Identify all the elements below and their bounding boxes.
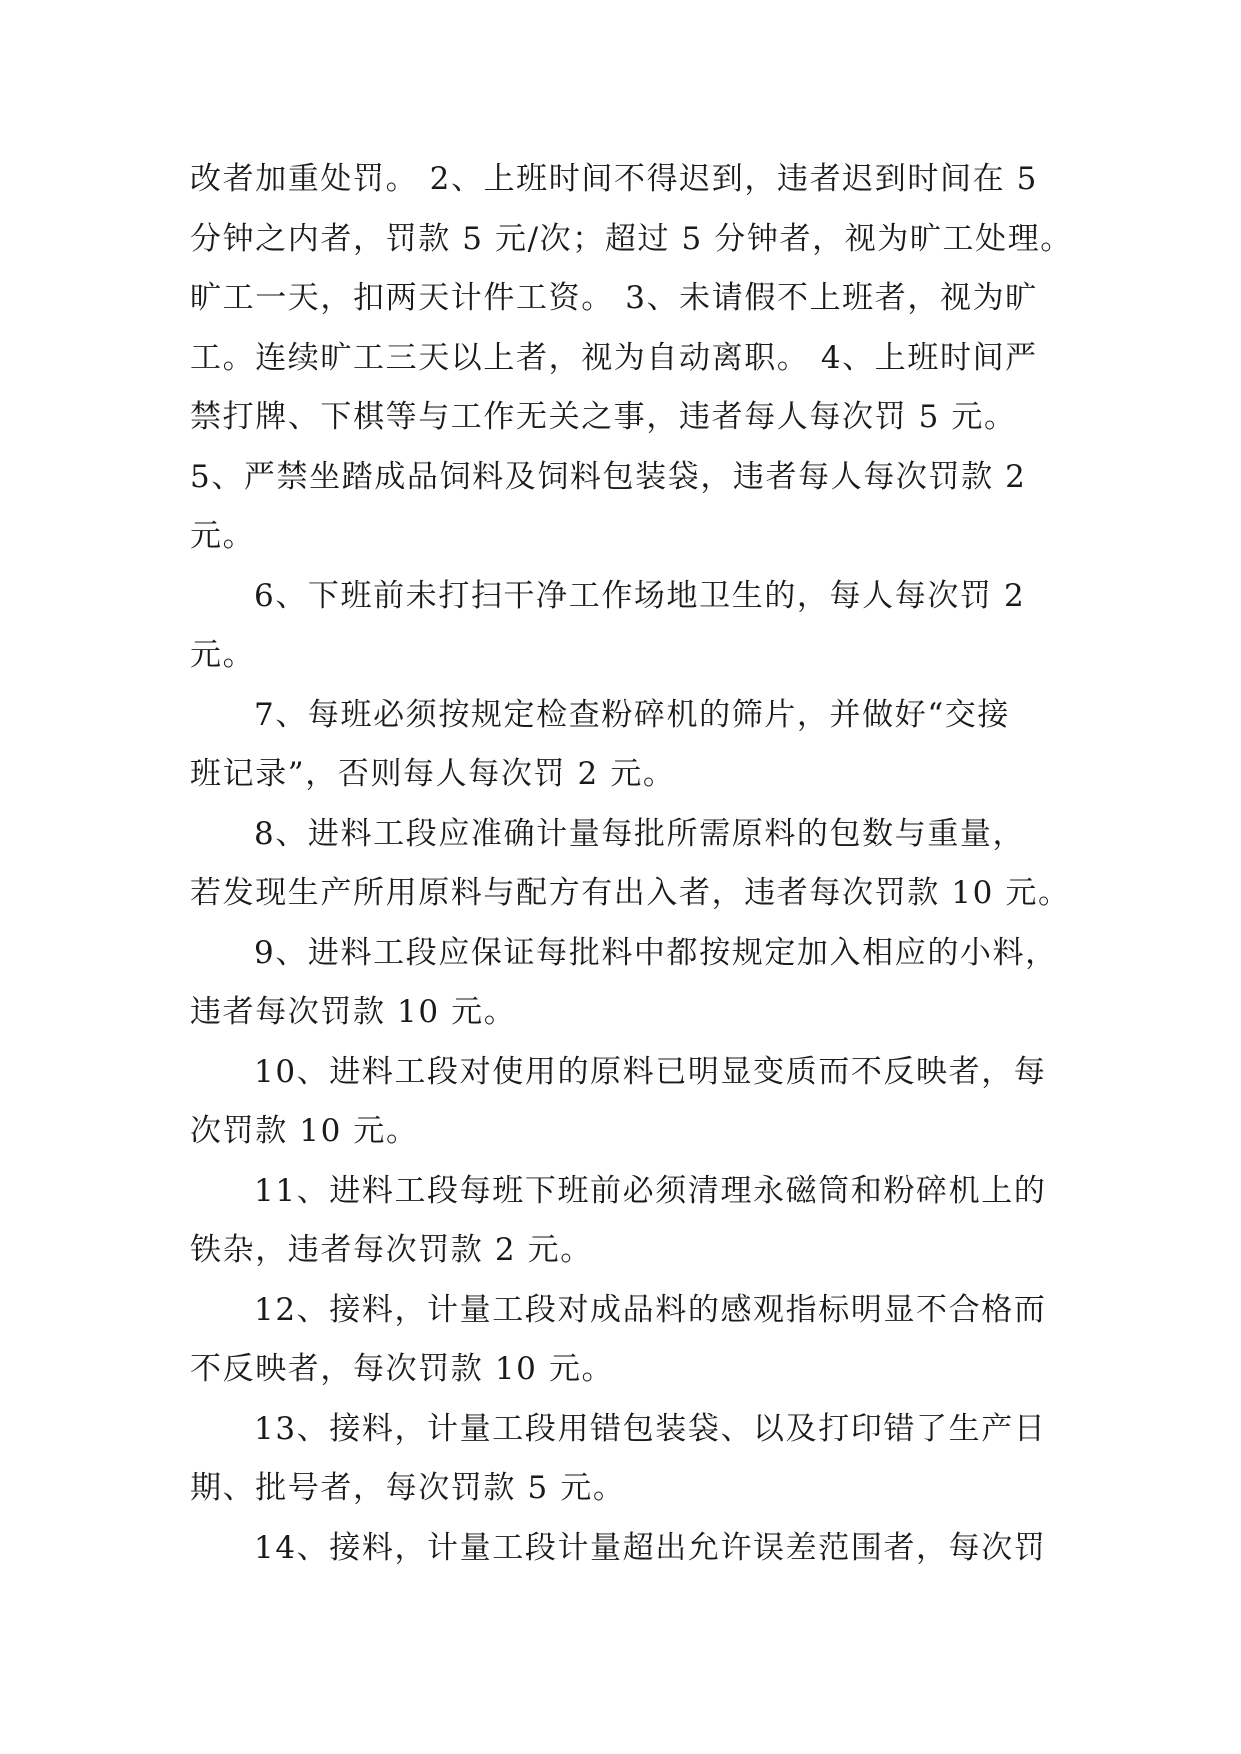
text-line: 工。连续旷工三天以上者，视为自动离职。 4、上班时间严 bbox=[190, 339, 1038, 376]
paragraph-rule-12 bbox=[190, 1281, 1050, 1400]
text-line: 旷工一天，扣两天计件工资。 3、未请假不上班者，视为旷 bbox=[190, 280, 1038, 316]
paragraph-rule-8 bbox=[190, 805, 1071, 924]
paragraph-rules-2-to-5 bbox=[190, 150, 1073, 567]
text-line: 班记录”，否则每人每次罚 2 元。 bbox=[190, 756, 676, 792]
text-line: 不反映者，每次罚款 10 元。 bbox=[190, 1351, 615, 1387]
text-line: 禁打牌、下棋等与工作无关之事，违者每人每次罚 5 元。 bbox=[190, 399, 1017, 435]
paragraph-rule-6 bbox=[190, 567, 1050, 686]
text-line: 若发现生产所用原料与配方有出入者，违者每次罚款 10 元。 bbox=[190, 875, 1071, 911]
text-line: 11、进料工段每班下班前必须清理永磁筒和粉碎机上的 bbox=[254, 1172, 1047, 1209]
text-line: 12、接料，计量工段对成品料的感观指标明显不合格而 bbox=[254, 1291, 1047, 1328]
text-line: 13、接料，计量工段用错包装袋、以及打印错了生产日 bbox=[254, 1410, 1047, 1447]
paragraph-rule-10 bbox=[190, 1043, 1050, 1162]
paragraph-rule-7 bbox=[190, 686, 1050, 805]
text-line: 铁杂，违者每次罚款 2 元。 bbox=[190, 1232, 593, 1268]
text-line: 10、进料工段对使用的原料已明显变质而不反映者，每 bbox=[254, 1053, 1047, 1090]
text-line: 5、严禁坐踏成品饲料及饲料包装袋，违者每人每次罚款 2 bbox=[190, 458, 1027, 495]
text-line: 期、批号者，每次罚款 5 元。 bbox=[190, 1470, 626, 1506]
text-line: 8、进料工段应准确计量每批所需原料的包数与重量， bbox=[254, 815, 1026, 852]
text-line: 次罚款 10 元。 bbox=[190, 1113, 419, 1149]
document-body bbox=[190, 150, 1073, 1578]
paragraph-rule-11 bbox=[190, 1162, 1050, 1281]
text-line: 改者加重处罚。 2、上班时间不得迟到，违者迟到时间在 5 bbox=[190, 161, 1038, 197]
paragraph-rule-9 bbox=[190, 924, 1058, 1043]
text-line: 违者每次罚款 10 元。 bbox=[190, 994, 517, 1030]
text-line: 分钟之内者，罚款 5 元/次；超过 5 分钟者，视为旷工处理。 bbox=[190, 220, 1073, 257]
paragraph-rule-14 bbox=[190, 1519, 1050, 1579]
text-line: 6、下班前未打扫干净工作场地卫生的，每人每次罚 2 bbox=[254, 577, 1026, 614]
text-line: 元。 bbox=[190, 637, 256, 673]
paragraph-rule-13 bbox=[190, 1400, 1050, 1519]
text-line: 9、进料工段应保证每批料中都按规定加入相应的小料， bbox=[254, 934, 1058, 971]
text-line: 14、接料，计量工段计量超出允许误差范围者，每次罚 bbox=[254, 1529, 1047, 1566]
text-line: 7、每班必须按规定检查粉碎机的筛片，并做好“交接 bbox=[254, 696, 1010, 733]
text-line: 元。 bbox=[190, 518, 256, 554]
